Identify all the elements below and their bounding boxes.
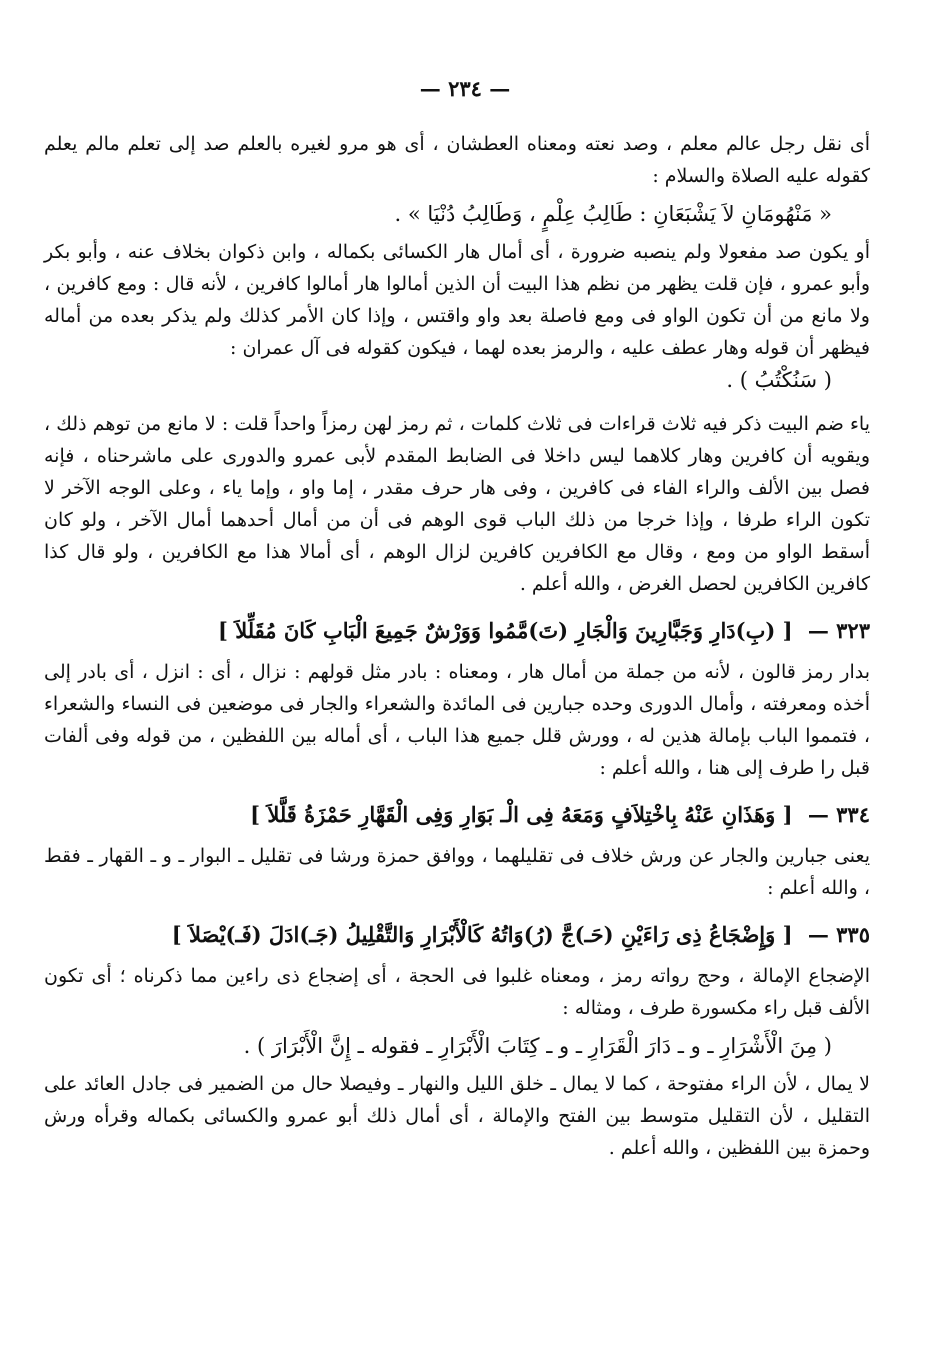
verse-number: ٣٢٣ — xyxy=(807,618,870,643)
hadith-quote: « مَنْهُومَانِ لاَ يَشْبَعَانِ : طَالِبُ عِلْمٍ ، وَطَالِبُ دُنْيَا » . xyxy=(394,202,832,226)
page-number: — ٢٣٤ — xyxy=(419,76,511,101)
verse-number: ٣٣٥ — xyxy=(807,922,870,947)
paragraph: لا يمال ، لأن الراء مفتوحة ، كما لا يمال ـ خلق الليل والنهار ـ وفيصلا حال من الضمير فى جادل العائد على التقليل ، لأن التقليل متوسط بين الفتح والإمالة ، أى أمال ذلك أبو عمرو والكسائى بكماله وقرأه ورش وحمزة بين اللفظين ، والله أعلم . xyxy=(44,1073,870,1159)
verse-line xyxy=(44,614,870,648)
verse-text: [ وَإِضْجَاعُ ذِى رَاءَيْنِ (حَـ)جَّ (رُ)وَاتُهُ كَالْأَبْرَارِ وَالتَّقْلِيلُ (جَـ)ادَلَ (فَـ)يْصَلاَ ] xyxy=(171,922,793,947)
quran-quote: ( سَنُكْتُبُ ) . xyxy=(726,368,832,392)
verse-text: [ (بِ)دَارِ وَجَبَّارِينَ وَالْجَارِ (تَ)مَّمُوا وَوَرْشٌ جَمِيعَ الْبَابِ كَانَ مُقَلِّلاَ ] xyxy=(217,618,793,643)
verse-number: ٣٣٤ — xyxy=(807,802,870,827)
page-body xyxy=(44,128,870,1164)
verse-line xyxy=(44,798,870,832)
paragraph: يعنى جبارين والجار عن ورش خلاف فى تقليلهما ، ووافق حمزة ورشا فى تقليل ـ البوار ـ و ـ القهار ـ فقط ، والله أعلم : xyxy=(44,845,870,899)
paragraph: أى نقل رجل عالم معلم ، وصد نعته ومعناه العطشان ، أى هو مرو لغيره بالعلم صد إلى تعلم مالم يعلم كقوله عليه الصلاة والسلام : xyxy=(44,133,870,187)
paragraph: الإضجاع الإمالة ، وحج رواته رمز ، ومعناه غلبوا فى الحجة ، أى إضجاع ذى راءين مما ذكرناه ؛ أى تكون الألف قبل راء مكسورة طرف ، ومثاله : xyxy=(44,965,870,1019)
verse-text: [ وَهَذَانِ عَنْهُ بِاخْتِلاَفٍ وَمَعَهُ فِى الْـ بَوَارِ وَفِى الْقَهَّارِ حَمْزَةُ قَلَّلاَ ] xyxy=(250,802,793,827)
quran-quote: ( مِنَ الْأَشْرَارِ ـ و ـ دَارَ الْقَرَارِ ـ و ـ كِتَابَ الْأَبْرَارِ ـ فقوله ـ إِنَّ الْأَبْرَارَ ) . xyxy=(243,1034,832,1058)
paragraph: أو يكون صد مفعولا ولم ينصبه ضرورة ، أى أمال هار الكسائى بكماله ، وابن ذكوان بخلاف عنه ، وأبو بكر وأبو عمرو ، فإن قلت يظهر من نظم هذا البيت أن الذين أمالوا هار أمالوا كافرين ، لأنه قال : ومع كافرين ، ولا مانع من أن تكون الواو فى ومع فاصلة بعد واو واقتس ، وإذا كان الأمر كذلك ولم يذكر بعده من أماله فيظهر أن قوله وهار عطف عليه ، والرمز بعده لهما ، فيكون كقوله فى آل عمران : xyxy=(44,241,870,359)
verse-line xyxy=(44,918,870,952)
paragraph: بدار رمز قالون ، لأنه من جملة من أمال هار ، ومعناه : بادر مثل قولهم : نزال ، أى : انزل ، أى بادر إلى أخذه ومعرفته ، وأمال الدورى وحده جبارين فى المائدة والشعراء والجار فى موضعين فى النساء والشعراء ، فتمموا الباب بإمالة هذين له ، وورش قلل جميع هذا الباب ، أى أماله بين اللفظين ، من قوله وفى ألفات قبل را طرف إلى هنا ، والله أعلم : xyxy=(44,661,870,779)
paragraph: ياء ضم البيت ذكر فيه ثلاث قراءات فى ثلاث كلمات ، ثم رمز لهن رمزاً واحداً قلت : لا مانع من توهم ذلك ، ويقويه أن كافرين وهار كلاهما ليس داخلا فى الضابط المقدم لأبى عمرو والدورى على ماشرحناه ، فإنه فصل بين الألف والراء الفاء فى كافرين ، وفى هار حرف مقدر ، إما واو ، وإما ياء ، وعلى الوجه الآخر لا تكون الراء طرفا ، وإذا خرجا من ذلك الباب قوى الوهم فى أن من أمال أحدهما أمال الآخر ، ولو كان أسقط الواو من ومع ، وقال مع الكافرين كافرين لزال الوهم ، أى أمالا هذا مع الكافرين ، ولو قال كذا كافرين الكافرين لحصل الغرض ، والله أعلم . xyxy=(44,413,870,595)
